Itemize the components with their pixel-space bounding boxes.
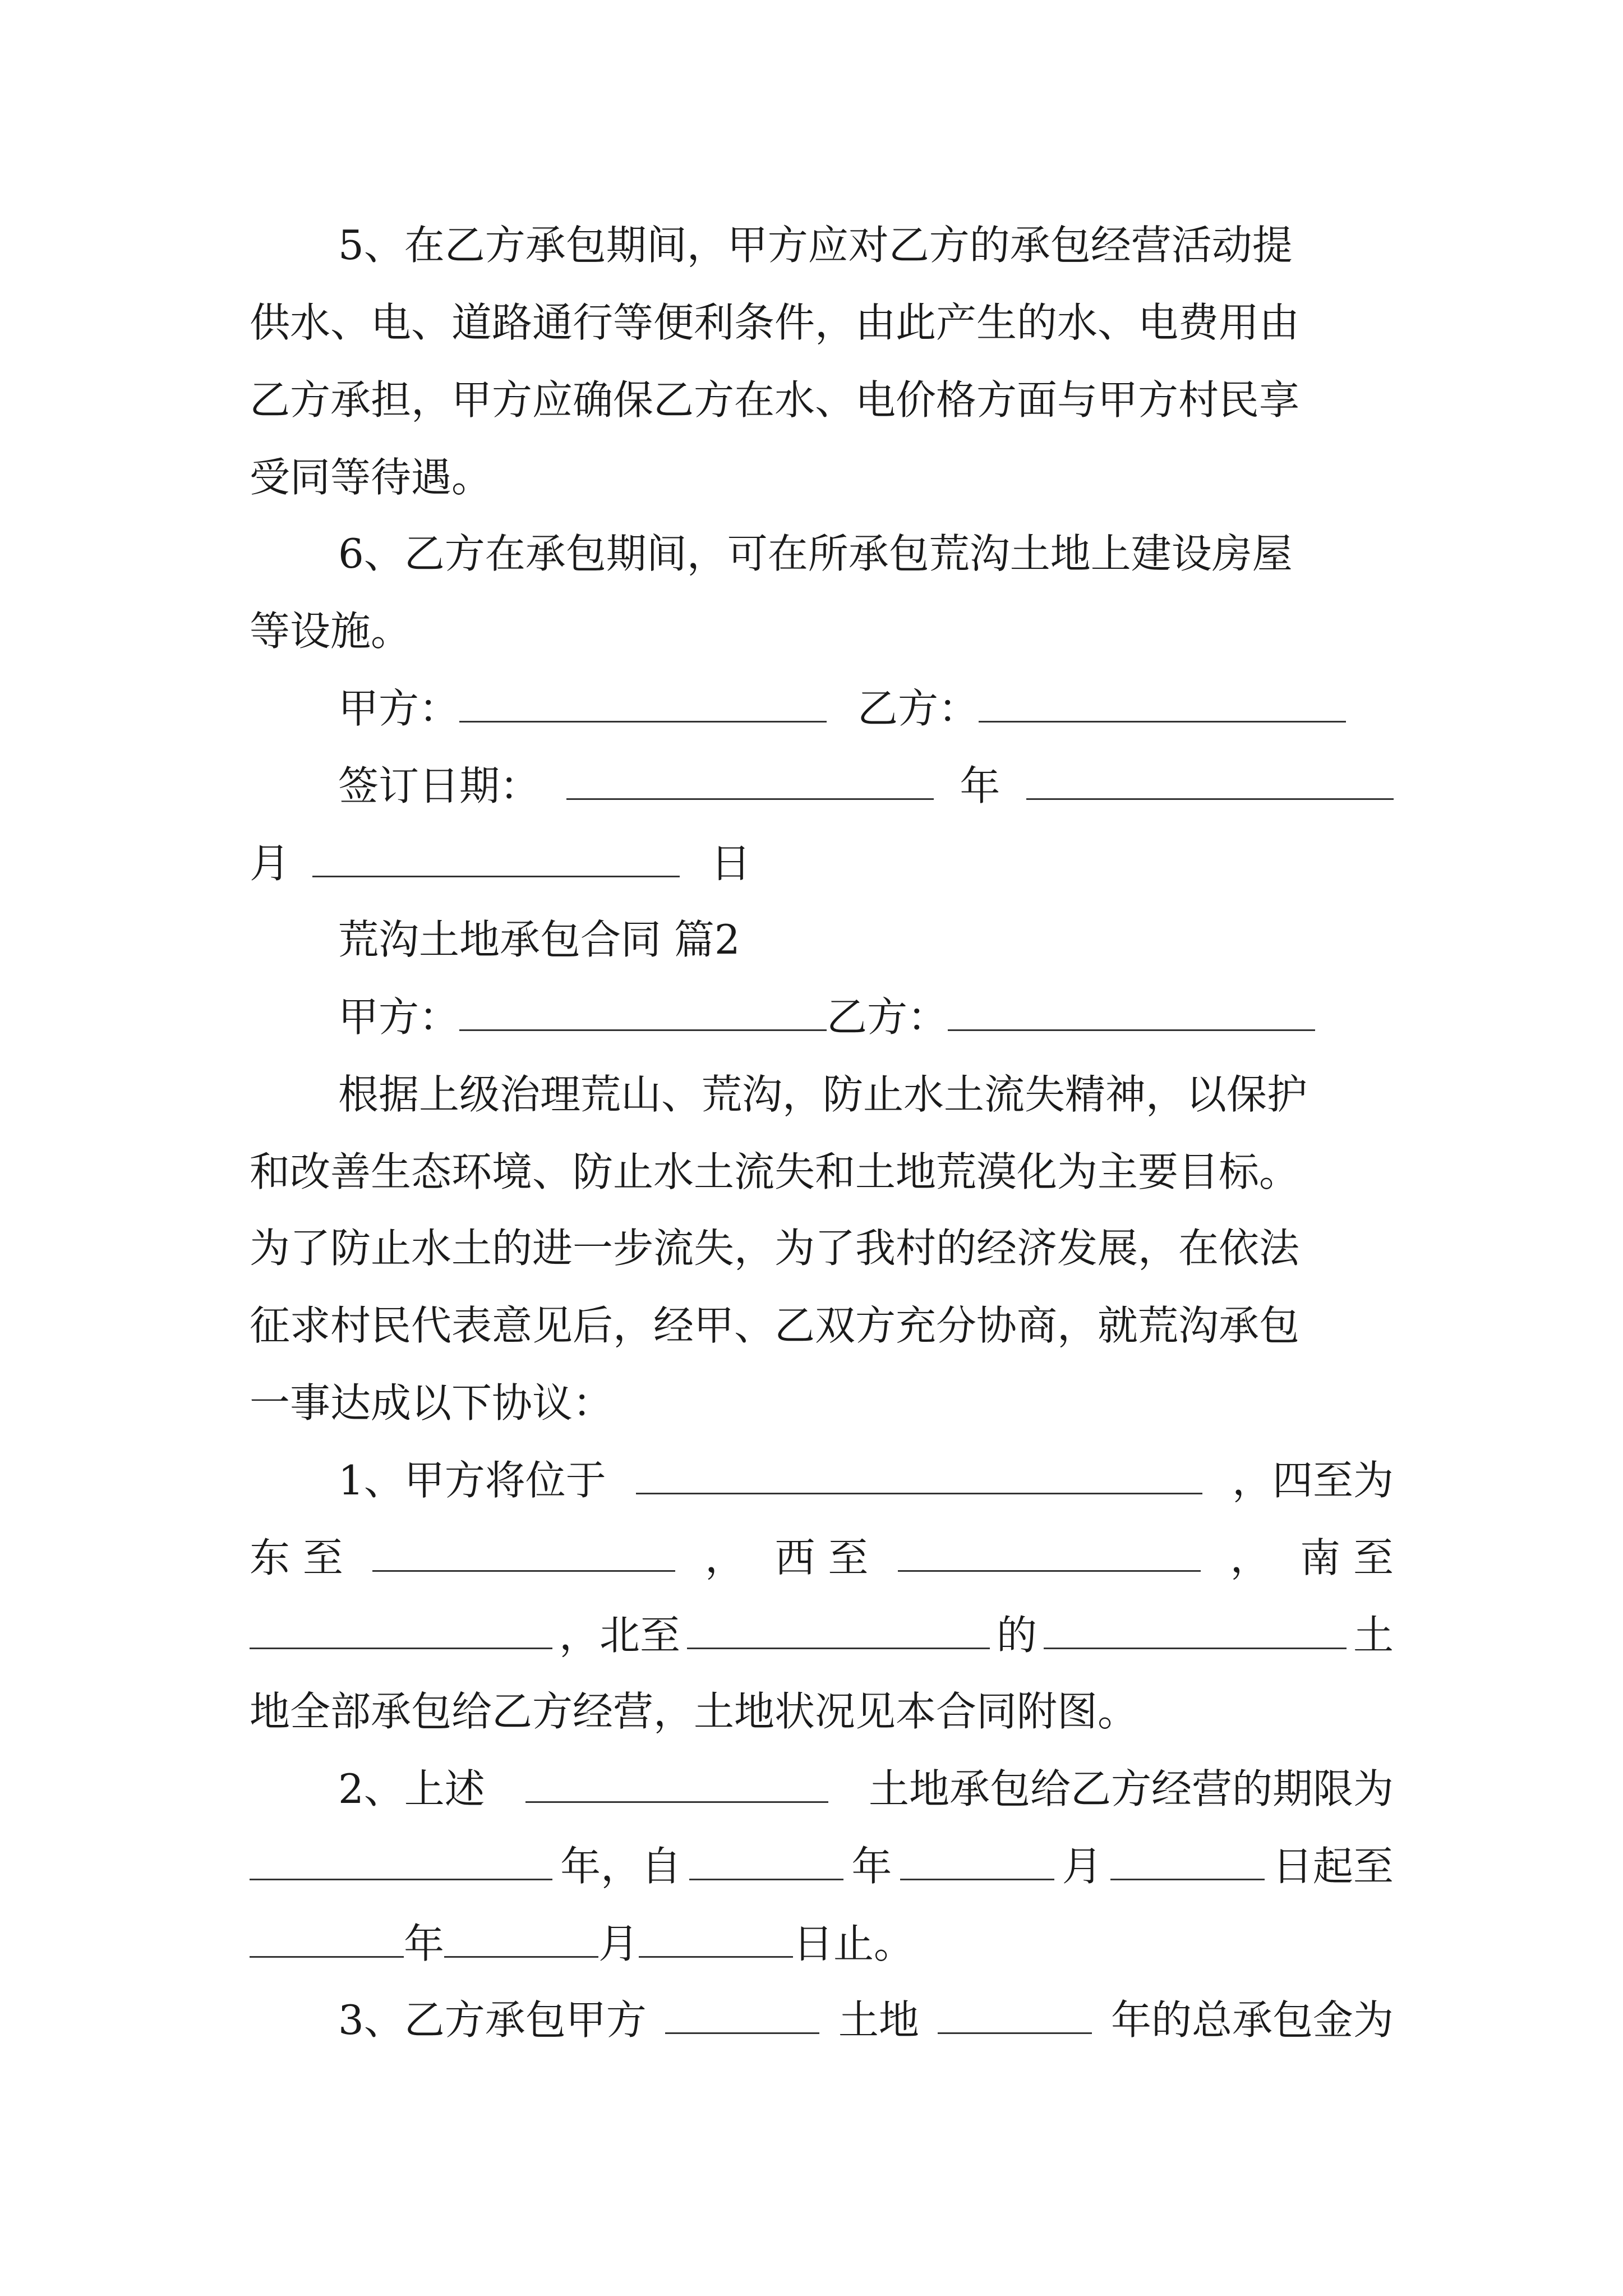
land-label: 土地 [838, 1996, 919, 2044]
clause6-text: 等设施。 [250, 608, 412, 655]
item3-land-blank [665, 1998, 819, 2034]
preamble-line1 [338, 1066, 1394, 1122]
north-blank [687, 1613, 990, 1649]
party-b-label: 乙方： [857, 685, 979, 732]
east-blank [372, 1535, 675, 1572]
years-blank [250, 1844, 552, 1880]
item1-four-bounds: ，四至为 [1232, 1457, 1394, 1504]
preamble-text: 征求村民代表意见后，经甲、乙双方充分协商，就荒沟承包 [250, 1302, 1300, 1349]
clause5-line3 [250, 372, 1394, 428]
signature-month-day [250, 835, 1394, 891]
year-label: 年 [404, 1920, 445, 1967]
item1-prefix: 1、甲方将位于 [338, 1457, 606, 1504]
start-month-blank [900, 1844, 1054, 1880]
clause6-text: 6、乙方在承包期间，可在所承包荒沟土地上建设房屋 [338, 530, 1293, 577]
item2-line1 [338, 1761, 1394, 1817]
end-year-blank [250, 1921, 404, 1958]
preamble-text: 为了防止水土的进一步流失，为了我村的经济发展，在依法 [250, 1225, 1300, 1272]
section2-parties [338, 989, 1394, 1045]
item1-line1 [338, 1452, 1394, 1508]
item3-line1 [338, 1992, 1394, 2048]
item2-prefix: 2、上述 [338, 1765, 485, 1812]
north-label: ，北至 [559, 1612, 680, 1659]
clause5-text: 供水、电、道路通行等便利条件，由此产生的水、电费用由 [250, 299, 1300, 346]
party-b-blank [979, 686, 1346, 723]
item3-suffix: 年的总承包金为 [1110, 1996, 1394, 2044]
item3-prefix: 3、乙方承包甲方 [338, 1996, 647, 2044]
clause6-line1 [338, 526, 1394, 582]
sign-date-blank [566, 763, 934, 800]
preamble-line2 [250, 1144, 1394, 1200]
item2-line2 [250, 1838, 1394, 1894]
preamble-line5 [250, 1375, 1394, 1431]
comma: ， [1230, 1534, 1271, 1581]
preamble-text: 一事达成以下协议： [250, 1379, 614, 1427]
south-blank [250, 1613, 552, 1649]
start-year-blank [689, 1844, 843, 1880]
item3-years-blank [938, 1998, 1092, 2034]
item1-line3 [250, 1607, 1394, 1663]
preamble-line4 [250, 1297, 1394, 1354]
month-label: 月 [598, 1920, 639, 1967]
clause6-line2 [250, 603, 1394, 659]
location-blank [636, 1458, 1202, 1494]
east-label: 东 至 [250, 1534, 343, 1581]
section-title: 荒沟土地承包合同 篇2 [338, 916, 740, 963]
item1-line4 [250, 1683, 1394, 1740]
clause5-line4 [250, 449, 1394, 505]
item2-line3 [250, 1916, 1394, 1972]
party-a-label: 甲方： [338, 685, 460, 732]
preamble-text: 根据上级治理荒山、荒沟，防止水土流失精神，以保护 [338, 1071, 1308, 1118]
clause5-text: 乙方承担，甲方应确保乙方在水、电价格方面与甲方村民享 [250, 376, 1300, 424]
signature-parties [338, 680, 1394, 737]
sign-date-label: 签订日期： [338, 762, 541, 809]
party-a-blank [459, 995, 827, 1031]
preamble-text: 和改善生态环境、防止水土流失和土地荒漠化为主要目标。 [250, 1148, 1300, 1195]
land-blank [525, 1766, 828, 1803]
comma: ， [704, 1534, 745, 1581]
start-day-blank [1110, 1844, 1265, 1880]
day-stop-label: 日止。 [793, 1920, 915, 1967]
clause5-line1 [338, 217, 1394, 273]
party-b-label: 乙方： [827, 993, 948, 1041]
month-label: 月 [250, 840, 291, 887]
year-label: 年 [851, 1843, 892, 1890]
item1-text: 地全部承包给乙方经营，土地状况见本合同附图。 [250, 1688, 1138, 1735]
item1-line2 [250, 1530, 1394, 1586]
clause5-text: 5、在乙方承包期间，甲方应对乙方的承包经营活动提 [338, 222, 1293, 269]
day-label: 日 [711, 840, 751, 887]
party-a-blank [459, 686, 827, 723]
of-label: 的 [996, 1612, 1037, 1659]
south-label: 南 至 [1300, 1534, 1394, 1581]
land-name-blank [1044, 1613, 1347, 1649]
item2-suffix: 土地承包给乙方经营的期限为 [868, 1765, 1394, 1812]
section2-title [338, 912, 1394, 968]
signature-date [338, 758, 1394, 814]
party-b-blank [948, 995, 1315, 1031]
party-a-label: 甲方： [338, 993, 460, 1041]
end-day-blank [639, 1921, 793, 1958]
end-month-blank [444, 1921, 598, 1958]
years-from-label: 年，自 [560, 1843, 682, 1890]
clause5-line2 [250, 295, 1394, 351]
month-blank [312, 841, 680, 877]
month-label: 月 [1062, 1843, 1103, 1890]
clause5-text: 受同等待遇。 [250, 454, 492, 501]
year-blank [1026, 763, 1394, 800]
tu-label: 土 [1353, 1612, 1394, 1659]
west-label: 西 至 [774, 1534, 869, 1581]
preamble-line3 [250, 1220, 1394, 1276]
west-blank [898, 1535, 1201, 1572]
day-until-label: 日起至 [1272, 1843, 1394, 1890]
year-label: 年 [960, 762, 1000, 809]
